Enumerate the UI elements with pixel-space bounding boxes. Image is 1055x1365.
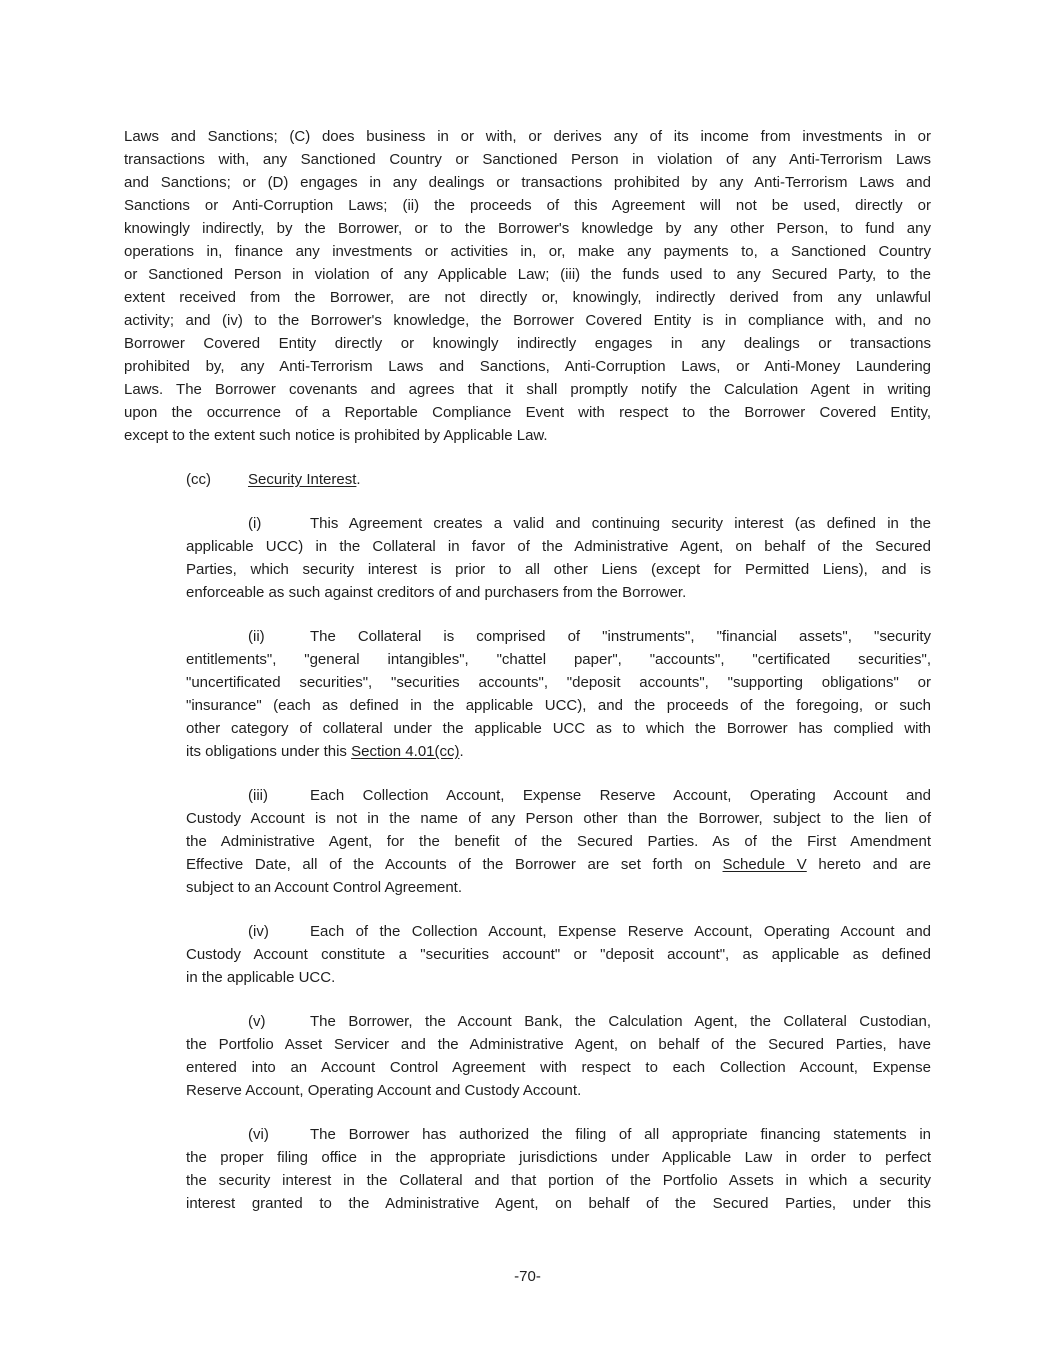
text-line: applicable UCC) in the Collateral in favor of the Administrative Agent, on behalf of the Secured <box>186 538 931 555</box>
cross-reference: Section 4.01(cc) <box>351 743 460 760</box>
text-line: Borrower Covered Entity directly or knowingly indirectly engages in any dealings or transactions <box>124 335 931 352</box>
text-line: and Sanctions; or (D) engages in any dealings or transactions prohibited by any Anti-Terrorism Laws and <box>124 174 931 191</box>
text-line: entered into an Account Control Agreement with respect to each Collection Account, Expense <box>186 1059 931 1076</box>
text-line: other category of collateral under the applicable UCC as to which the Borrower has complied with <box>186 720 931 737</box>
intro-paragraph <box>124 125 931 447</box>
text-line: activity; and (iv) to the Borrower's knowledge, the Borrower Covered Entity is in compliance with, and no <box>124 312 931 329</box>
text-line: "insurance" (each as defined in the applicable UCC), and the proceeds of the foregoing, or such <box>186 697 931 714</box>
text-line: entitlements", "general intangibles", "chattel paper", "accounts", "certificated securities", <box>186 651 931 668</box>
text-line: Laws. The Borrower covenants and agrees that it shall promptly notify the Calculation Agent in writing <box>124 381 931 398</box>
text-line: Each Collection Account, Expense Reserve Account, Operating Account and <box>310 787 931 804</box>
first-line <box>186 784 931 807</box>
text-line: or Sanctioned Person in violation of any Applicable Law; (iii) the funds used to any Secured Party, to the <box>124 266 931 283</box>
text-line: Laws and Sanctions; (C) does business in or with, or derives any of its income from investments in or <box>124 128 931 145</box>
text-segment: its obligations under this <box>186 743 352 760</box>
indent <box>186 920 248 943</box>
subsection-list <box>124 512 931 1215</box>
subsection-label: (iii) <box>248 787 268 804</box>
text-line: extent received from the Borrower, are not directly or, knowingly, indirectly derived from any unlawful <box>124 289 931 306</box>
subsection-paragraph <box>186 784 931 899</box>
text-line: transactions with, any Sanctioned Country or Sanctioned Person in violation of any Anti-Terrorism Laws <box>124 151 931 168</box>
document-body <box>124 125 931 1236</box>
indent <box>186 1123 248 1146</box>
indent <box>186 625 248 648</box>
section-label: (cc) <box>186 471 211 488</box>
text-line: the Portfolio Asset Servicer and the Administrative Agent, on behalf of the Secured Parties, have <box>186 1036 931 1053</box>
text-line: the proper filing office in the appropriate jurisdictions under Applicable Law in order to perfect <box>186 1149 931 1166</box>
section-title: Security Interest <box>248 471 357 488</box>
subsection-label: (i) <box>248 515 262 532</box>
first-line <box>186 1123 931 1146</box>
first-line <box>186 920 931 943</box>
text-line: The Borrower has authorized the filing of all appropriate financing statements in <box>310 1126 931 1143</box>
subsection-paragraph <box>186 512 931 604</box>
section-heading <box>186 468 931 491</box>
first-line <box>186 512 931 535</box>
indent <box>186 784 248 807</box>
text-line: enforceable as such against creditors of and purchasers from the Borrower. <box>186 584 687 601</box>
subsection-paragraph <box>186 625 931 763</box>
text-line: Custody Account is not in the name of any Person other than the Borrower, subject to the lien of <box>186 810 931 827</box>
text-line: The Borrower, the Account Bank, the Calculation Agent, the Collateral Custodian, <box>310 1013 931 1030</box>
text-line: the security interest in the Collateral and that portion of the Portfolio Assets in which a security <box>186 1172 931 1189</box>
text-segment: hereto and are <box>806 856 931 873</box>
text-line: prohibited by, any Anti-Terrorism Laws and Sanctions, Anti-Corruption Laws, or Anti-Money Laundering <box>124 358 931 375</box>
text-line: This Agreement creates a valid and continuing security interest (as defined in the <box>310 515 931 532</box>
text-line <box>186 853 931 876</box>
text-line: Reserve Account, Operating Account and Custody Account. <box>186 1082 582 1099</box>
first-line <box>186 625 931 648</box>
subsection-label: (ii) <box>248 628 265 645</box>
text-line: knowingly indirectly, by the Borrower, or to the Borrower's knowledge by any other Person, to fund any <box>124 220 931 237</box>
subsection-label: (v) <box>248 1013 266 1030</box>
section-title-suffix: . <box>356 471 361 488</box>
text-line: upon the occurrence of a Reportable Compliance Event with respect to the Borrower Covered Entity, <box>124 404 931 421</box>
text-line: subject to an Account Control Agreement. <box>186 879 462 896</box>
text-line: operations in, finance any investments or activities in, or, make any payments to, a Sanctioned Country <box>124 243 931 260</box>
text-line: Custody Account constitute a "securities account" or "deposit account", as applicable as defined <box>186 946 931 963</box>
page-number: -70- <box>514 1268 541 1285</box>
indent <box>186 512 248 535</box>
first-line <box>186 1010 931 1033</box>
subsection-paragraph <box>186 920 931 989</box>
text-segment: . <box>459 743 464 760</box>
subsection-paragraph <box>186 1010 931 1102</box>
text-line: Sanctions or Anti-Corruption Laws; (ii) the proceeds of this Agreement will not be used, directly or <box>124 197 931 214</box>
indent <box>186 1010 248 1033</box>
text-line: in the applicable UCC. <box>186 969 336 986</box>
text-line: Each of the Collection Account, Expense Reserve Account, Operating Account and <box>310 923 931 940</box>
text-line: except to the extent such notice is prohibited by Applicable Law. <box>124 427 548 444</box>
text-line <box>186 740 931 763</box>
subsection-label: (iv) <box>248 923 269 940</box>
text-line: "uncertificated securities", "securities accounts", "deposit accounts", "supporting obligations" or <box>186 674 931 691</box>
subsection-paragraph <box>186 1123 931 1215</box>
text-line: interest granted to the Administrative Agent, on behalf of the Secured Parties, under this <box>186 1195 931 1212</box>
text-segment: Effective Date, all of the Accounts of the Borrower are set forth on <box>186 856 723 873</box>
text-line: Parties, which security interest is prior to all other Liens (except for Permitted Liens), and is <box>186 561 931 578</box>
cross-reference: Schedule V <box>722 856 807 873</box>
text-line: the Administrative Agent, for the benefit of the Secured Parties. As of the First Amendment <box>186 833 931 850</box>
subsection-label: (vi) <box>248 1126 269 1143</box>
text-line: The Collateral is comprised of "instruments", "financial assets", "security <box>310 628 931 645</box>
